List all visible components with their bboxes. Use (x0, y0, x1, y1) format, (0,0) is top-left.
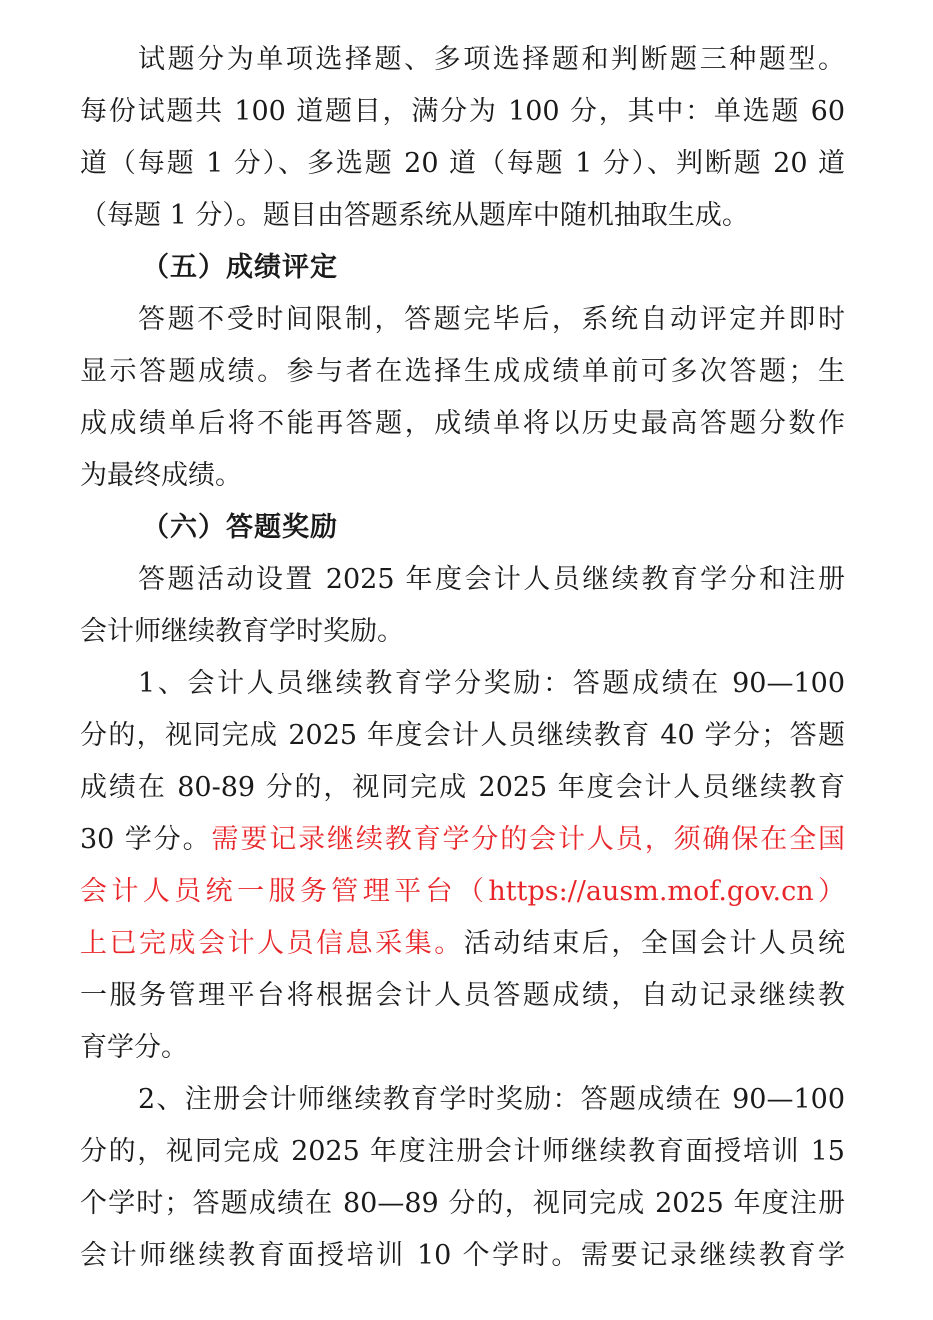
paragraph-line: 2、注册会计师继续教育学时奖励：答题成绩在 90—100 (138, 1084, 845, 1115)
paragraph-line: 为最终成绩。 (80, 460, 242, 491)
paragraph-line: 会计师继续教育学时奖励。 (80, 616, 404, 647)
paragraph-line: 试题分为单项选择题、多项选择题和判断题三种题型。 (138, 44, 845, 75)
highlight-text: 上已完成会计人员信息采集。 (80, 928, 464, 959)
document-page (80, 34, 845, 1282)
highlight-text: 会计人员统一服务管理平台（https://ausm.mof.gov.cn） (80, 876, 845, 907)
paragraph-line: 道（每题 1 分）、多选题 20 道（每题 1 分）、判断题 20 道 (80, 148, 845, 179)
paragraph-line: 一服务管理平台将根据会计人员答题成绩，自动记录继续教 (80, 980, 845, 1011)
paragraph-line: 每份试题共 100 道题目，满分为 100 分，其中：单选题 60 (80, 96, 845, 127)
paragraph-line: 个学时；答题成绩在 80—89 分的，视同完成 2025 年度注册 (80, 1188, 845, 1219)
paragraph-line: 答题活动设置 2025 年度会计人员继续教育学分和注册 (138, 564, 845, 595)
paragraph-line: 答题不受时间限制，答题完毕后，系统自动评定并即时 (138, 304, 845, 335)
paragraph-line: 1、会计人员继续教育学分奖励：答题成绩在 90—100 (138, 668, 845, 699)
paragraph-line (80, 814, 845, 866)
text-segment: 30 学分。 (80, 824, 212, 855)
paragraph-line: 分的，视同完成 2025 年度注册会计师继续教育面授培训 15 (80, 1136, 845, 1167)
paragraph-line: 育学分。 (80, 1032, 188, 1063)
paragraph-line: 分的，视同完成 2025 年度会计人员继续教育 40 学分；答题 (80, 720, 845, 751)
paragraph-line: 显示答题成绩。参与者在选择生成成绩单前可多次答题；生 (80, 356, 845, 387)
text-segment: 活动结束后，全国会计人员统 (463, 928, 845, 959)
paragraph-line: 成成绩单后将不能再答题，成绩单将以历史最高答题分数作 (80, 408, 845, 439)
section-heading-rewards: （六）答题奖励 (142, 512, 338, 543)
paragraph-line (80, 918, 845, 970)
paragraph-line: 会计师继续教育面授培训 10 个学时。需要记录继续教育学 (80, 1240, 845, 1271)
paragraph-line: 成绩在 80-89 分的，视同完成 2025 年度会计人员继续教育 (80, 772, 845, 803)
highlight-text: 需要记录继续教育学分的会计人员，须确保在全国 (211, 824, 845, 855)
paragraph-line: （每题 1 分）。题目由答题系统从题库中随机抽取生成。 (80, 200, 749, 231)
section-heading-grading: （五）成绩评定 (142, 252, 338, 283)
